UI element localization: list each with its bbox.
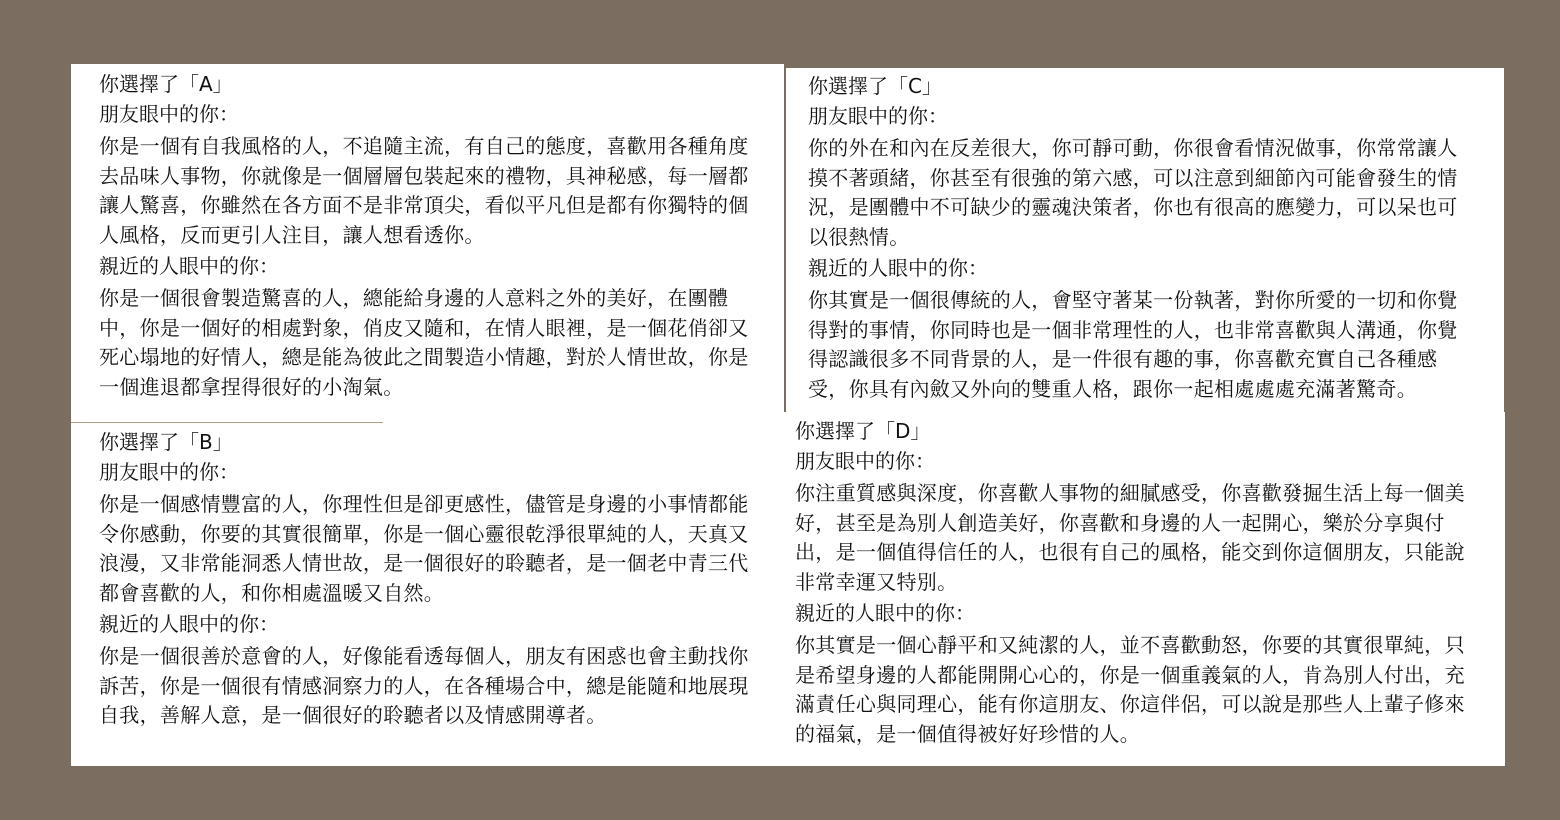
friends-view-heading: 朋友眼中的你： — [808, 104, 948, 128]
choice-title: 你選擇了「D」 — [795, 419, 931, 443]
close-view-text: 你是一個很善於意會的人，好像能看透每個人，朋友有困惑也會主動找你訴苦，你是一個很有情感洞察力的人，在各種場合中，總是能隨和地展現自我，善解人意，是一個很好的聆聽者以及情感開導者。 — [99, 644, 749, 727]
friends-view-heading: 朋友眼中的你： — [795, 449, 935, 473]
panel-choice-a — [71, 64, 784, 424]
choice-title: 你選擇了「C」 — [808, 74, 942, 98]
close-view-heading: 親近的人眼中的你： — [795, 601, 975, 625]
friends-view-text: 你是一個感情豐富的人，你理性但是卻更感性，儘管是身邊的小事情都能令你感動，你要的其實很簡單，你是一個心靈很乾淨很單純的人，天真又浪漫，又非常能洞悉人情世故，是一個很好的聆聽者，是一個老中青三代都會喜歡的人，和你相處溫暖又自然。 — [99, 492, 749, 605]
close-view-heading: 親近的人眼中的你： — [808, 256, 988, 280]
friends-view-text: 你的外在和內在反差很大，你可靜可動，你很會看情況做事，你常常讓人摸不著頭緒，你甚至有很強的第六感，可以注意到細節內可能會發生的情況，是團體中不可缺少的靈魂決策者，你也有很高的應變力，可以呆也可以很熱情。 — [808, 136, 1458, 249]
close-view-heading: 親近的人眼中的你： — [99, 254, 279, 278]
close-view-text: 你其實是一個心靜平和又純潔的人，並不喜歡動怒，你要的其實很單純，只是希望身邊的人都能開開心心的，你是一個重義氣的人，肯為別人付出，充滿責任心與同理心，能有你這朋友、你這伴侶，可以說是那些人上輩子修來的福氣，是一個值得被好好珍惜的人。 — [795, 633, 1465, 746]
close-view-heading: 親近的人眼中的你： — [99, 612, 279, 636]
panel-choice-c — [786, 68, 1504, 412]
close-view-text: 你是一個很會製造驚喜的人，總能給身邊的人意料之外的美好，在團體中，你是一個好的相處對象，俏皮又隨和，在情人眼裡，是一個花俏卻又死心塌地的好情人，總是能為彼此之間製造小情趣，對於人情世故，你是一個進退都拿捏得很好的小淘氣。 — [99, 286, 749, 399]
choice-title: 你選擇了「B」 — [99, 430, 233, 454]
friends-view-heading: 朋友眼中的你： — [99, 460, 239, 484]
choice-title: 你選擇了「A」 — [99, 72, 233, 96]
friends-view-text: 你是一個有自我風格的人，不追隨主流，有自己的態度，喜歡用各種角度去品味人事物，你就像是一個層層包裝起來的禮物，具神秘感，每一層都讓人驚喜，你雖然在各方面不是非常頂尖，看似平凡但是都有你獨特的個人風格，反而更引人注目，讓人想看透你。 — [99, 134, 749, 247]
friends-view-text: 你注重質感與深度，你喜歡人事物的細膩感受，你喜歡發掘生活上每一個美好，甚至是為別人創造美好，你喜歡和身邊的人一起開心，樂於分享與付出，是一個值得信任的人，也很有自己的風格，能交到你這個朋友，只能說非常幸運又特別。 — [795, 481, 1465, 594]
close-view-text: 你其實是一個很傳統的人，會堅守著某一份執著，對你所愛的一切和你覺得對的事情，你同時也是一個非常理性的人，也非常喜歡與人溝通，你覺得認識很多不同背景的人，是一件很有趣的事，你喜歡充實自己各種感受，你具有內斂又外向的雙重人格，跟你一起相處處處充滿著驚奇。 — [808, 288, 1458, 401]
panel-choice-d — [784, 412, 1505, 766]
friends-view-heading: 朋友眼中的你： — [99, 102, 239, 126]
panel-choice-b — [71, 423, 784, 766]
